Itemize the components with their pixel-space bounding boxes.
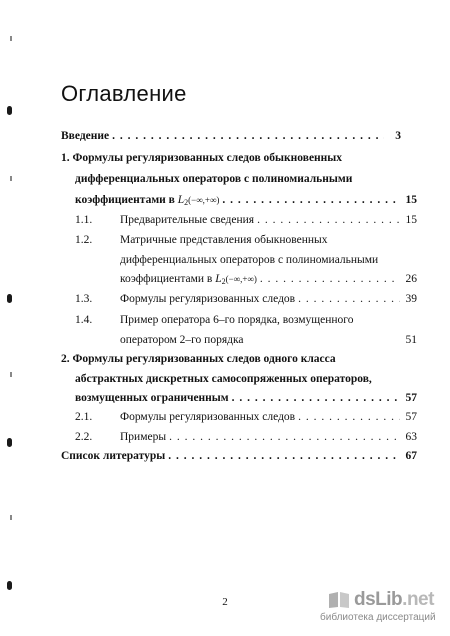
toc-entry-label-line (120, 272, 257, 289)
toc-entry-section-1-4[interactable] (75, 313, 353, 327)
toc-page-number: 67 (405, 450, 417, 462)
toc-entry-introduction[interactable] (61, 129, 401, 143)
margin-mark (10, 176, 12, 181)
toc-entry-section-2-1[interactable] (75, 410, 417, 424)
toc-entry-label-text: Предварительные сведения (120, 214, 255, 226)
toc-page-number: 39 (405, 293, 417, 305)
toc-page-number: 57 (405, 392, 417, 404)
toc-entry-chapter-1-last-line (75, 193, 417, 210)
leader-dots (168, 449, 400, 463)
leader-dots (298, 410, 400, 424)
toc-page-number: 63 (405, 431, 417, 443)
toc-page-number: 26 (405, 273, 417, 285)
toc-entry-section-1-4-last-line (120, 333, 417, 347)
math-args: (−∞,+∞) (188, 195, 220, 205)
toc-entry-number: 1.2. (75, 234, 93, 246)
toc-entry-label-line: абстрактных дискретных самосопряженных операторов, (75, 373, 372, 385)
book-icon (328, 591, 350, 609)
toc-entry-number: 2.2. (75, 431, 93, 443)
toc-entry-section-1-1[interactable] (75, 213, 417, 227)
toc-entry-section-1-2[interactable] (75, 233, 328, 247)
leader-dots (112, 129, 384, 143)
toc-entry-chapter-2-last-line (75, 391, 417, 405)
leader-dots (232, 391, 400, 405)
toc-page-number: 15 (405, 194, 417, 206)
math-subscript: 2 (184, 198, 189, 207)
toc-entry-label (75, 430, 166, 444)
toc-entry-label (75, 213, 254, 227)
leader-dots (222, 193, 400, 207)
watermark-subtitle: библиотека диссертаций (320, 612, 436, 623)
math-symbol (215, 273, 257, 285)
watermark (320, 589, 442, 631)
binding-hole (7, 581, 12, 590)
toc-entry-number: 1.3. (75, 293, 93, 305)
toc-entry-bibliography[interactable] (61, 449, 417, 463)
toc-entry-label-text: Примеры (120, 431, 167, 443)
toc-entry-label: Введение (61, 130, 110, 142)
toc-entry-number: 1.1. (75, 214, 93, 226)
watermark-logo-tld: .net (402, 589, 434, 610)
toc-entry-chapter-2[interactable] (61, 352, 336, 366)
binding-hole (7, 438, 12, 447)
toc-entry-label-text: Формулы регуляризованных следов (120, 411, 296, 423)
toc-entry-chapter-1[interactable] (61, 151, 342, 165)
toc-entry-section-2-2[interactable] (75, 430, 417, 444)
toc-page-number: 3 (395, 130, 401, 142)
toc-entry-label: Список литературы (61, 450, 166, 462)
leader-dots (260, 272, 400, 286)
math-subscript: 2 (221, 277, 226, 286)
margin-mark (10, 515, 12, 520)
toc-entry-number: 2.1. (75, 411, 93, 423)
toc-page-number: 15 (405, 214, 417, 226)
toc-page-number: 51 (405, 334, 417, 346)
watermark-logo (354, 589, 434, 611)
toc-entry-section-1-3[interactable] (75, 292, 417, 306)
toc-entry-label (75, 292, 295, 306)
toc-entry-label-line: оператором 2–го порядка (120, 334, 244, 346)
toc-entry-section-1-2-last-line (120, 272, 417, 289)
math-letter: L (215, 273, 222, 285)
toc-entry-label-text: Формулы регуляризованных следов (120, 293, 296, 305)
math-symbol (178, 194, 220, 206)
toc-entry-label-line: Формулы регуляризованных следов одного класса (72, 353, 336, 365)
toc-entry-label-line: Матричные представления обыкновенных (120, 234, 328, 246)
math-args: (−∞,+∞) (225, 274, 257, 284)
toc-entry-label-text: коэффициентами в (120, 273, 216, 285)
toc-entry-label-text: коэффициентами в (75, 194, 178, 206)
toc-entry-label-line: Пример оператора 6–го порядка, возмущенного (120, 314, 354, 326)
toc-entry-number: 1. (61, 152, 70, 164)
watermark-logo-main: dsLib (354, 589, 403, 610)
page-number: 2 (222, 596, 228, 608)
toc-entry-label-line: Формулы регуляризованных следов обыкновенных (72, 152, 343, 164)
toc-page-number: 57 (405, 411, 417, 423)
math-letter: L (177, 194, 185, 206)
margin-mark (10, 372, 12, 377)
toc-entry-number: 1.4. (75, 314, 93, 326)
toc-entry-number: 2. (61, 353, 70, 365)
leader-dots (298, 292, 400, 306)
toc-entry-label-line: возмущенных ограниченным (75, 392, 229, 404)
binding-hole (7, 294, 12, 303)
binding-hole (7, 106, 12, 115)
toc-entry-label (75, 410, 295, 424)
toc-entry-label-line (75, 193, 219, 210)
leader-dots (257, 213, 400, 227)
page-title: Оглавление (61, 80, 187, 106)
leader-dots (169, 430, 400, 444)
toc-entry-label-line: дифференциальных операторов с полиномиальными (75, 173, 353, 185)
margin-mark (10, 36, 12, 41)
toc-entry-label-line: дифференциальных операторов с полиномиальными (120, 254, 379, 266)
